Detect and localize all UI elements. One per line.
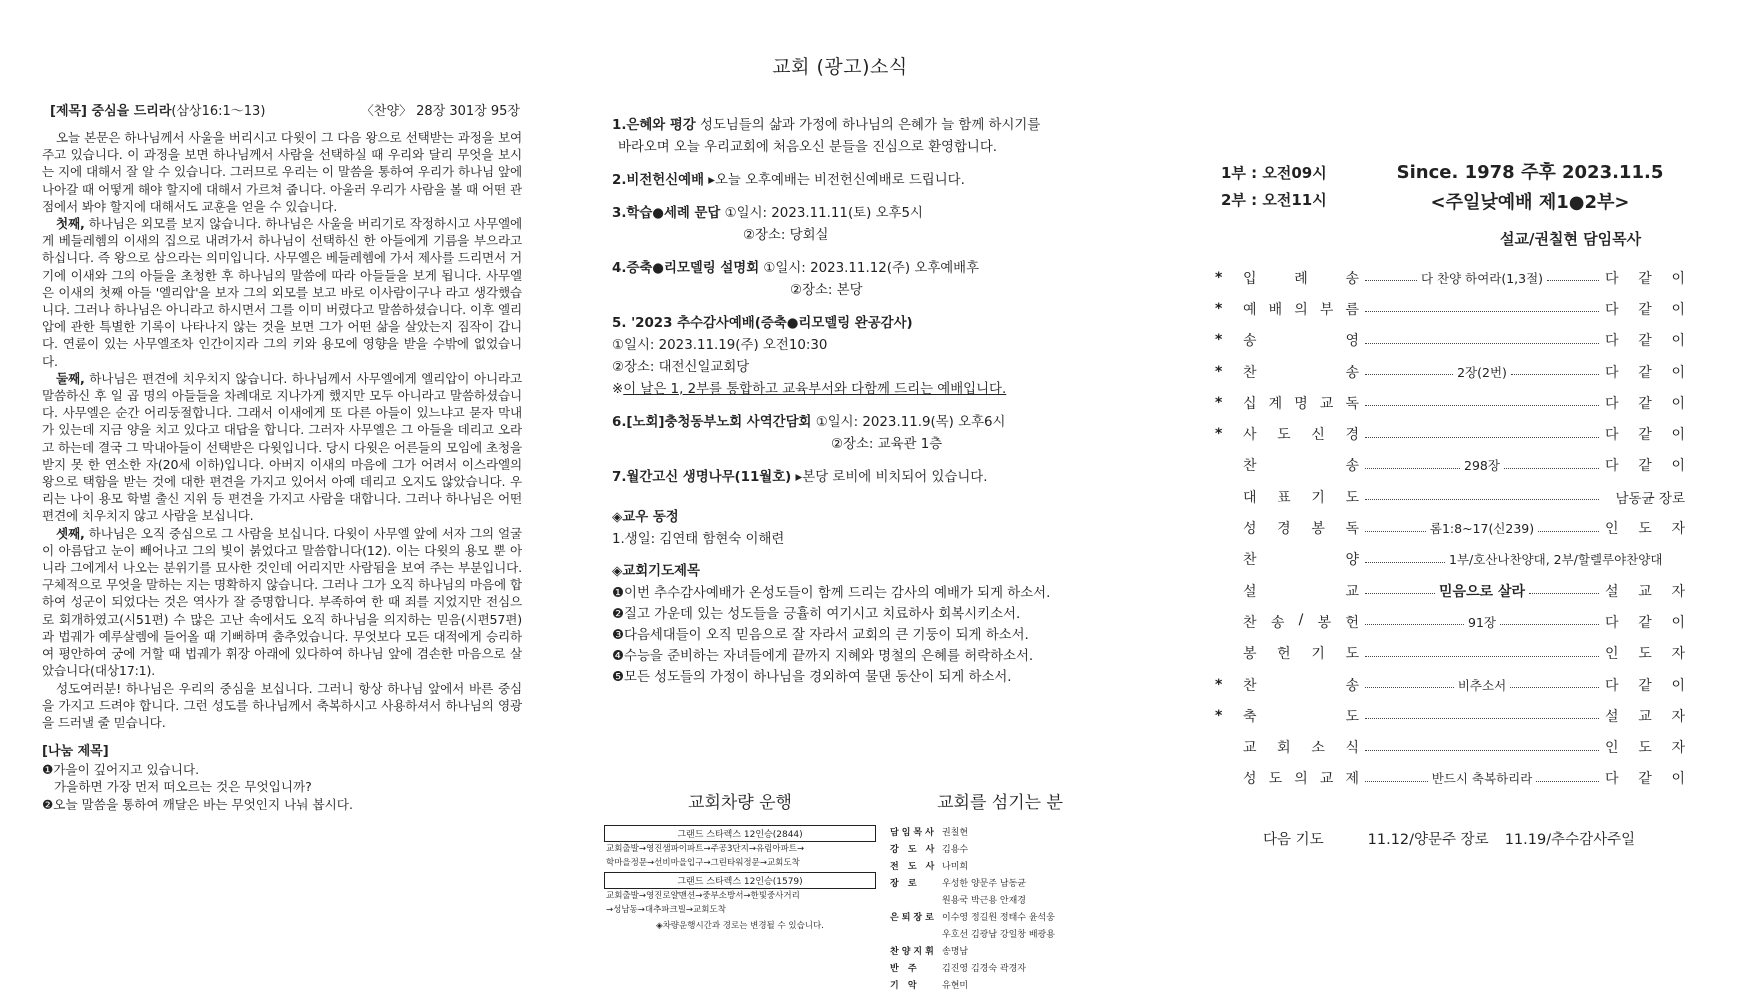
dotted-leader	[1365, 363, 1599, 381]
vehicle-schedule	[604, 788, 876, 931]
vehicle-route: →성남동→대추파크빌→교회도착	[606, 905, 726, 915]
staff-role: 기 악	[890, 981, 920, 991]
sermon-paragraph: 셋째, 하나님은 오직 중심으로 그 사람을 보십니다. 다윗이 사무엘 앞에 서자 그의 얼굴이 아름답고 눈이 빼어나고 그의 빛이 붉었다고 말씀합니다(12). 이는 다윗의 용모 뿐 아니라 그에게서 나오는 분위기를 묘사한 것인데 어리지만 사람됨을 보여 주는 부분입니다. 구체적으로 무엇을 말하는 지는 명확하지 않습니다. 그러나 그가 오직 하나님의 마음에 합하여 성군이 되었다는 것은 역사가 잘 증명합니다. 부족하여 한 때 죄를 지었지만 전심으로 회개하였고(시51편) 수 많은 고난 속에서도 오직 하나님을 의지하는 믿음(시편57편)과 법궤가 예루살렘에 들어올 때 기뻐하며 춤추었습니다. 무엇보다 모든 대적에게 승리하여 평안하여 궁에 거할 때 법궤가 휘장 아래에 있다하여 하나님 앞에 겸손한 마음으로 살았습니다(대상17:1).	[42, 525, 522, 679]
order-of-worship	[1215, 262, 1685, 794]
worship-item-name: 찬 송	[1243, 677, 1359, 694]
worship-item-name: 성 도 의 교 제	[1243, 771, 1359, 788]
staff-names: 송명남	[942, 947, 969, 957]
worship-item	[1215, 262, 1685, 293]
worship-item	[1215, 387, 1685, 418]
standing-mark: *	[1215, 707, 1223, 724]
service-name: <주일낮예배 제1●2부>	[1430, 192, 1630, 213]
sharing-question: ❷오늘 말씀을 통하여 깨달은 바는 무엇인지 나눠 봅시다.	[42, 796, 353, 812]
dotted-leader	[1365, 493, 1599, 500]
bulletin-date	[1380, 158, 1680, 218]
sermon-body	[42, 129, 522, 731]
standing-mark: *	[1215, 676, 1223, 693]
church-staff	[890, 788, 1110, 995]
worship-item	[1215, 731, 1685, 762]
next-prayer	[1263, 828, 1635, 849]
sermon-paragraph: 성도여러분! 하나님은 우리의 중심을 보십니다. 그러니 항상 하나님 앞에서 바른 중심을 가지고 드려야 합니다. 그런 성도를 하나님께서 축복하시고 사용하셔서 하나님의 영광을 드러낼 줄 믿습니다.	[42, 680, 522, 730]
worship-item	[1215, 700, 1685, 731]
staff-names: 김진영 김경숙 곽경자	[942, 964, 1026, 974]
worship-item-detail: 2장(2번)	[1457, 364, 1507, 380]
dotted-leader	[1365, 676, 1599, 694]
prayer-item: ❸다음세대들이 오직 믿음으로 잘 자라서 교회의 큰 기둥이 되게 하소서.	[612, 628, 1029, 643]
staff-row	[890, 961, 1110, 978]
worship-item-leader: 다 같 이	[1605, 364, 1685, 381]
worship-item-detail: 91장	[1468, 614, 1496, 630]
worship-item-name: 십 계 명 교 독	[1243, 395, 1359, 412]
worship-item-name: 사 도 신 경	[1243, 427, 1359, 444]
staff-names: 나미희	[942, 862, 969, 872]
vehicle-box: 그랜드 스타렉스 12인승(2844)	[604, 825, 876, 842]
standing-mark: *	[1215, 300, 1223, 317]
vehicle-note: ◈차량운행시간과 경로는 변경될 수 있습니다.	[656, 921, 824, 931]
announcement-item: 5. '2023 추수감사예배(증축●리모델링 완공감사) ①일시: 2023.11.19(주) 오전10:30 ②장소: 대전신일교회당 ※이 날은 1, 2부를 통합하고 교육부서와 다함께 드리는 예배입니다.	[612, 316, 1007, 397]
worship-item	[1215, 512, 1685, 543]
worship-item-leader: 다 같 이	[1605, 427, 1685, 444]
worship-item-name: 대 표 기 도	[1243, 489, 1359, 506]
dotted-leader	[1365, 712, 1599, 719]
sermon-paragraph: 둘째, 하나님은 편견에 치우치지 않습니다. 하나님께서 사무엘에게 엘리압이 아니라고 말씀하신 후 일 곱 명의 아들들을 차례대로 지나가게 했지만 모두 아니라고 말씀하셨습니다. 사무엘은 순간 어리둥절합니다. 그래서 이새에게 또 다른 아들이 있느냐고 묻자 막내가 있는데 지금 양을 치고 있다고 대답을 합니다. 그러자 사무엘은 그 아들을 데리고 오라고 하는데 결국 그 막내아들이 선택받은 다윗입니다. 당시 다윗은 어른들의 모임에 초청을 받지 못 한 연소한 자(20세 이하)입니다. 아버지 이새의 마음에 그가 어려서 이스라엘의 왕으로 택함을 받는 것에 대한 편견을 가지고 있어서 아예 데리고 오지도 않았습니다. 우리는 나이 용모 학벌 출신 지위 등 편견을 가지고 사람을 대합니다. 그러나 하나님은 어떤 편견에 치우치지 않고 사람을 보십니다.	[42, 370, 522, 524]
sharing-question: 가을하면 가장 먼저 떠오르는 것은 무엇입니까?	[54, 779, 312, 795]
prayer-item: ❷질고 가운데 있는 성도들을 긍휼히 여기시고 치료하사 회복시키소서.	[612, 607, 1021, 622]
staff-role	[890, 893, 942, 910]
staff-names: 이수영 정길원 정태수 윤석웅	[942, 913, 1055, 923]
vehicle-route: 교회출발→영진로얄맨션→중부소방서→한빛중사거리	[606, 891, 800, 901]
worship-item-leader: 다 같 이	[1605, 677, 1685, 694]
worship-item-leader: 설 교 자	[1605, 708, 1685, 725]
announcement-item: 4.증축●리모델링 설명회 ①일시: 2023.11.12(주) 오후예배후 ②장소: 본당	[612, 261, 980, 298]
standing-mark: *	[1215, 363, 1223, 380]
next-prayer-1: 11.12/양문주 장로	[1367, 832, 1489, 848]
staff-role: 찬양지휘	[890, 947, 937, 957]
staff-names: 우성한 양문주 남동균	[942, 879, 1026, 889]
worship-item-leader: 인 도 자	[1605, 646, 1685, 663]
sharing-heading: [나눔 제목]	[42, 744, 109, 760]
vehicle-route: 교회출발→영진샘파이파트→주공3단지→유림아파트→	[606, 844, 805, 854]
vehicle-title: 교회차량 운행	[688, 793, 792, 813]
worship-item-leader: 다 같 이	[1605, 771, 1685, 788]
staff-row	[890, 910, 1110, 927]
worship-item-leader: 인 도 자	[1605, 740, 1685, 757]
worship-item	[1215, 418, 1685, 449]
worship-item-name: 찬 양	[1243, 552, 1359, 569]
worship-item-leader: 다 같 이	[1605, 301, 1685, 318]
announcement-item: 6.[노회]충청동부노회 사역간담회 ①일시: 2023.11.9(목) 오후6시 ②장소: 교육관 1층	[612, 415, 1006, 452]
next-prayer-label: 다음 기도	[1263, 832, 1324, 848]
worship-item-leader: 다 같 이	[1605, 333, 1685, 350]
worship-item-name: 찬 송	[1243, 364, 1359, 381]
announcement-item: 2.비전헌신예배 ▸오늘 오후예배는 비전헌신예배로 드립니다.	[612, 173, 965, 188]
staff-role: 반 주	[890, 964, 920, 974]
worship-item-leader: 다 같 이	[1605, 395, 1685, 412]
announcement-item: 7.월간고신 생명나무(11월호) ▸본당 로비에 비치되어 있습니다.	[612, 470, 988, 485]
staff-names: 유현미	[942, 981, 969, 991]
worship-item-detail: 다 찬양 하여라(1,3절)	[1420, 270, 1544, 286]
worship-item	[1215, 325, 1685, 356]
worship-item	[1215, 763, 1685, 794]
standing-mark: *	[1215, 269, 1223, 286]
worship-item-leader: 인 도 자	[1605, 521, 1685, 538]
sermon-column	[42, 100, 522, 813]
next-prayer-2: 11.19/추수감사주일	[1504, 832, 1636, 848]
worship-item	[1215, 450, 1685, 481]
staff-row	[890, 944, 1110, 961]
dotted-leader	[1365, 337, 1599, 344]
sermon-title: [제목] 중심을 드리라(삼상16:1～13)	[50, 104, 266, 119]
dotted-leader	[1365, 399, 1599, 406]
sharing-questions	[42, 743, 522, 813]
worship-item-detail: 비추소서	[1457, 677, 1507, 693]
staff-role: 장 로	[890, 879, 920, 889]
prayer-item: ❶이번 추수감사예배가 온성도들이 함께 드리는 감사의 예배가 되게 하소서.	[612, 586, 1051, 601]
sermon-paragraph: 첫째, 하나님은 외모를 보지 않습니다. 하나님은 사울을 버리기로 작정하시고 사무엘에게 베들레헴의 이새의 집으로 내려가서 하나님이 선택하신 한 아들에게 기름을 부으라고 하십니다. 즉 왕으로 삼으라는 의미입니다. 사무엘은 베들레헴에 가서 제사를 드리면서 거기에 이새와 그의 아들을 초청한 후 하나님의 말씀에 따라 아들들을 보게 됩니다. 사무엘은 이새의 첫째 아들 '엘리압'을 보자 그의 외모를 보고 바로 이사람이구나 라고 생각했습니다. 그러나 하나님은 아니라고 하시면서 그를 이미 버렸다고 말씀하셨습니다. 이후 엘리압에 관한 특별한 기록이 나타나지 않는 것을 보면 그가 어떤 삶을 살았는지 짐작이 갑니다. 연륜이 있는 사무엘조차 인간이지라 그의 키와 용모에 영향을 받을 수밖에 없었습니다.	[42, 216, 522, 369]
worship-item-name: 입 례 송	[1243, 270, 1359, 287]
staff-title: 교회를 섬기는 분	[937, 793, 1063, 813]
staff-role: 은퇴장로	[890, 913, 937, 923]
service-time-1: 1부 : 오전09시	[1221, 164, 1327, 182]
prayer-heading: ◈교회기도제목	[612, 564, 700, 579]
dotted-leader	[1365, 613, 1599, 631]
worship-item-detail: 롬1:8~17(신239)	[1429, 521, 1535, 537]
dotted-leader	[1365, 305, 1599, 312]
worship-item-leader: 다 같 이	[1605, 614, 1685, 631]
dotted-leader	[1365, 519, 1599, 537]
service-times	[1221, 160, 1327, 214]
worship-item-detail: 믿음으로 살라	[1438, 583, 1526, 600]
standing-mark: *	[1215, 426, 1223, 443]
sermon-header	[50, 100, 520, 119]
vehicle-box: 그랜드 스타렉스 12인승(1579)	[604, 872, 876, 889]
worship-item	[1215, 356, 1685, 387]
staff-row	[890, 978, 1110, 995]
worship-item-leader: 설 교 자	[1605, 583, 1685, 600]
staff-names: 김용수	[942, 845, 969, 855]
worship-item-name: 찬 송 / 봉 헌	[1243, 611, 1359, 631]
dotted-leader	[1365, 456, 1599, 474]
staff-row	[890, 876, 1110, 893]
standing-mark: *	[1215, 394, 1223, 411]
staff-names: 원용국 박근용 안재경	[942, 896, 1026, 906]
dotted-leader	[1365, 550, 1679, 568]
worship-item	[1215, 606, 1685, 637]
sermon-hymns: 〈찬양〉 28장 301장 95장	[360, 104, 520, 119]
member-news-heading: ◈교우 동정	[612, 510, 679, 525]
sermon-paragraph: 오늘 본문은 하나님께서 사울을 버리시고 다윗이 그 다음 왕으로 선택받는 과정을 보여 주고 있습니다. 이 과정을 보면 하나님께서 사람을 선택하실 때 우리와 달리 무엇을 보시는 지에 대해서 잘 알 수 있습니다. 그러므로 우리는 이 말씀을 통하여 우리가 하나님 앞에 나아갈 때 어떻게 해야 할지에 대해서 가르쳐 줍니다. 아울러 우리가 사람을 볼 때 어떤 관점에서 봐야 할지에 대해서도 교훈을 얻을 수 있습니다.	[42, 130, 522, 214]
announcement-item: 3.학습●세례 문답 ①일시: 2023.11.11(토) 오후5시 ②장소: 당회실	[612, 206, 923, 243]
news-title: 교회 (광고)소식	[772, 56, 908, 78]
worship-item-name: 성 경 봉 독	[1243, 521, 1359, 538]
staff-names: 권칠현	[942, 828, 969, 838]
worship-item-name: 봉 헌 기 도	[1243, 646, 1359, 663]
worship-item-name: 송 영	[1243, 333, 1359, 350]
worship-item	[1215, 669, 1685, 700]
staff-names: 우호선 김광남 강일창 배광용	[942, 930, 1055, 940]
worship-item	[1215, 575, 1685, 606]
standing-mark: *	[1215, 332, 1223, 349]
dotted-leader	[1365, 269, 1599, 287]
staff-role: 강 도 사	[890, 845, 938, 855]
worship-item-leader: 다 같 이	[1605, 458, 1685, 475]
since-line: Since. 1978 주후 2023.11.5	[1396, 162, 1664, 183]
worship-item-detail: 반드시 축복하리라	[1431, 771, 1533, 787]
worship-item-name: 교 회 소 식	[1243, 740, 1359, 757]
staff-row	[890, 842, 1110, 859]
vehicle-route: 학마을정문→선비마을입구→그린타워정문→교회도착	[606, 858, 800, 868]
worship-item-name: 설 교	[1243, 583, 1359, 600]
dotted-leader	[1365, 650, 1599, 657]
worship-item-name: 축 도	[1243, 708, 1359, 725]
dotted-leader	[1365, 744, 1599, 751]
staff-row	[890, 927, 1110, 944]
staff-row	[890, 893, 1110, 910]
worship-item	[1215, 481, 1685, 512]
dotted-leader	[1365, 581, 1599, 601]
staff-row	[890, 859, 1110, 876]
preacher: 설교/권칠현 담임목사	[1500, 230, 1642, 248]
worship-item-leader: 다 같 이	[1605, 270, 1685, 287]
worship-item-detail: 298장	[1464, 458, 1500, 474]
prayer-item: ❺모든 성도들의 가정이 하나님을 경외하여 물댄 동산이 되게 하소서.	[612, 670, 1012, 685]
prayer-item: ❹수능을 준비하는 자녀들에게 끝까지 지혜와 명철의 은혜를 허락하소서.	[612, 649, 1034, 664]
announcement-item: 1.은혜와 평강 성도님들의 삶과 가정에 하나님의 은혜가 늘 함께 하시기를 바라오며 오늘 우리교회에 처음오신 분들을 진심으로 환영합니다.	[612, 118, 1041, 155]
worship-item	[1215, 544, 1685, 575]
dotted-leader	[1365, 431, 1599, 438]
staff-role: 담임목사	[890, 828, 937, 838]
member-news-item: 1.생일: 김연태 함현숙 이해련	[612, 532, 785, 547]
announcements	[612, 115, 1142, 688]
worship-item	[1215, 638, 1685, 669]
staff-role	[890, 927, 942, 944]
sharing-question: ❶가을이 깊어지고 있습니다.	[42, 761, 200, 777]
service-time-2: 2부 : 오전11시	[1221, 191, 1327, 209]
worship-item-name: 예 배 의 부 름	[1243, 301, 1359, 318]
worship-item-name: 찬 송	[1243, 458, 1359, 475]
dotted-leader	[1365, 769, 1599, 787]
worship-item-detail: 1부/호산나찬양대, 2부/할렐루야찬양대	[1449, 552, 1663, 568]
staff-row	[890, 825, 1110, 842]
worship-item	[1215, 293, 1685, 324]
staff-role: 전 도 사	[890, 862, 938, 872]
worship-item-leader: 남동균 장로	[1615, 490, 1685, 507]
